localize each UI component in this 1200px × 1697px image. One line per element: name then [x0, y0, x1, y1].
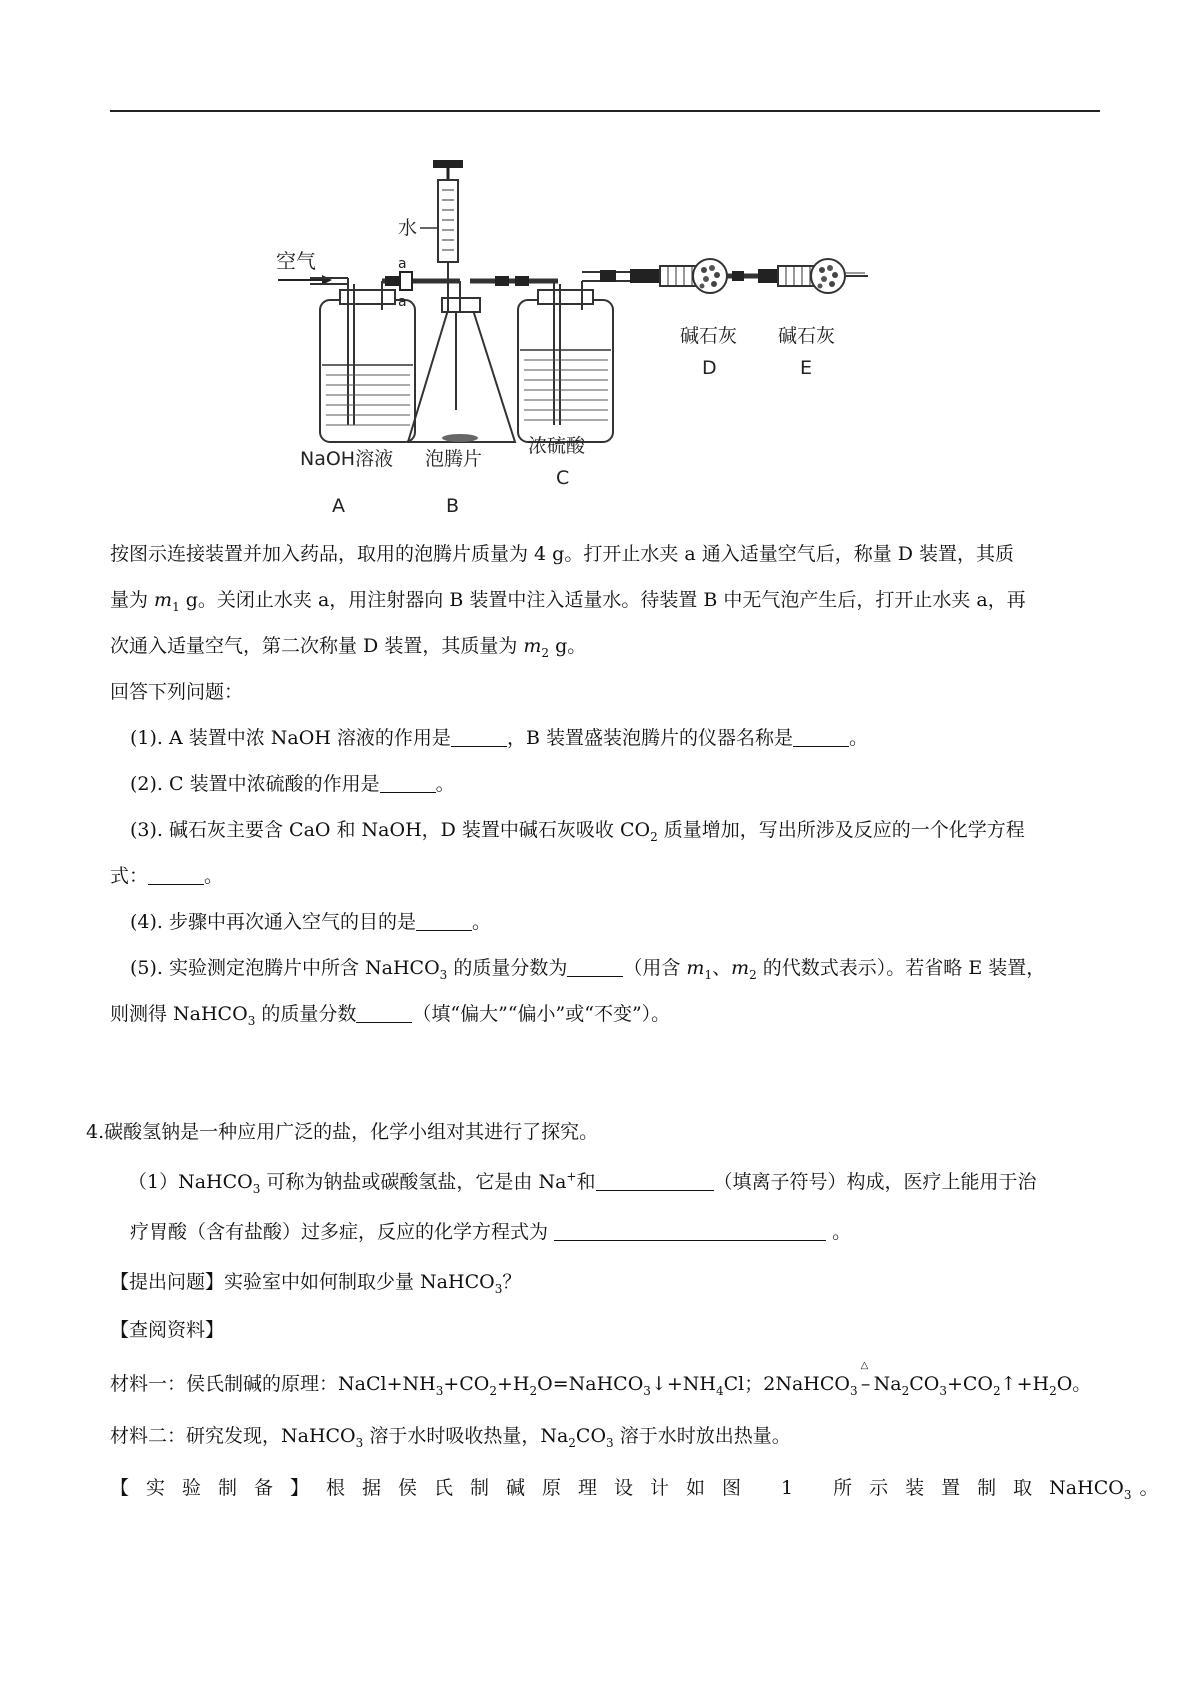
experiment-prep: 【实验制备】根据侯氏制碱原理设计如图 1 所示装置制取NaHCO$_3$ 。: [110, 1477, 1159, 1502]
answer-blank[interactable]: [356, 1002, 412, 1023]
tube-e-letter: E: [800, 357, 813, 379]
air-label: 空气: [276, 249, 316, 273]
tube-d-reagent: 碱石灰: [680, 325, 738, 347]
apparatus-diagram: [270, 160, 930, 520]
question-1: (1). A 装置中浓 NaOH 溶液的作用是 ，B 装置盛装泡腾片的仪器名称是 。: [130, 727, 868, 749]
clamp-label-top: a: [398, 256, 407, 272]
bottle-c: [518, 281, 613, 442]
answer-blank[interactable]: [416, 910, 472, 931]
tube-e-reagent: 碱石灰: [778, 325, 836, 347]
material-1: 材料一：侯氏制碱的原理：$NaCl+NH_3+CO_2+H_2O=NaHCO_3↓+NH_4Cl$；2NaHCO$_3$ △ – $Na_2CO_3+CO_2↑+H_2O$。: [110, 1360, 1092, 1398]
water-label: 水: [398, 217, 418, 239]
question-5: (5). 实验测定泡腾片中所含 NaHCO$_3$ 的质量分数为 （用含 $m_1$、$m_2$ 的代数式表示）。若省略 E 装置，: [130, 957, 1046, 982]
bottle-c-reagent: 浓硫酸: [528, 435, 586, 457]
para-line-3: 次通入适量空气，第二次称量 D 装置，其质量为 $m_2$ g。: [110, 635, 587, 660]
clamp-label-bottom: a: [398, 294, 407, 310]
problem-4-title: 4.碳酸氢钠是一种应用广泛的盐，化学小组对其进行了探究。: [86, 1121, 599, 1143]
bottle-a-letter: A: [332, 495, 345, 517]
para-line-2: 量为 $m_1$ g。关闭止水夹 a，用注射器向 B 装置中注入适量水。待装置 B 中无气泡产生后，打开止水夹 a，再: [110, 589, 1026, 614]
question-2: (2). C 装置中浓硫酸的作用是 。: [130, 773, 455, 795]
ask-question: 【提出问题】实验室中如何制取少量 NaHCO$_3$？: [110, 1271, 522, 1296]
reference-heading: 【查阅资料】: [110, 1319, 225, 1341]
question-4: (4). 步骤中再次通入空气的目的是 。: [130, 911, 492, 933]
bottle-a-reagent: NaOH溶液: [300, 448, 394, 470]
answer-blank[interactable]: [793, 726, 849, 747]
para-line-1: 按图示连接装置并加入药品，取用的泡腾片质量为 4 g。打开止水夹 a 通入适量空气后，称量 D 装置，其质: [110, 543, 1015, 565]
answer-blank[interactable]: [567, 956, 623, 977]
flask-b-reagent: 泡腾片: [425, 448, 483, 470]
flask-b: [408, 281, 515, 442]
heating-sign: △ –: [860, 1360, 871, 1395]
tube-d-letter: D: [702, 357, 717, 379]
answer-blank[interactable]: [380, 772, 436, 793]
problem-4-part-1: （1）NaHCO$_3$ 可称为钠盐或碳酸氢盐，它是由 Na+和 （填离子符号）构成，医疗上能用于治: [128, 1169, 1037, 1196]
answer-blank[interactable]: [596, 1170, 714, 1191]
answer-blank[interactable]: [148, 864, 204, 885]
answer-blank[interactable]: [451, 726, 507, 747]
drying-tube-e: [758, 259, 868, 293]
bottle-c-letter: C: [556, 467, 570, 489]
flask-b-letter: B: [446, 495, 460, 517]
drying-tube-d: [630, 259, 760, 293]
para-line-4: 回答下列问题：: [110, 681, 244, 703]
question-5-cont: 则测得 NaHCO$_3$ 的质量分数 （填“偏大”“偏小”或“不变”）。: [110, 1003, 671, 1028]
material-2: 材料二：研究发现，NaHCO$_3$ 溶于水时吸收热量，$Na_2CO_3$ 溶于水时放出热量。: [110, 1425, 791, 1450]
answer-blank[interactable]: [554, 1220, 826, 1241]
question-3-cont: 式： 。: [110, 865, 224, 887]
syringe: [420, 160, 463, 312]
problem-4-part-1-cont: 疗胃酸（含有盐酸）过多症，反应的化学方程式为 。: [130, 1221, 852, 1243]
clamp-a: [400, 272, 412, 290]
question-3: (3). 碱石灰主要含 CaO 和 NaOH，D 装置中碱石灰吸收 $CO_2$ 质量增加，写出所涉及反应的一个化学方程: [130, 819, 1025, 844]
header-rule: [110, 110, 1100, 112]
